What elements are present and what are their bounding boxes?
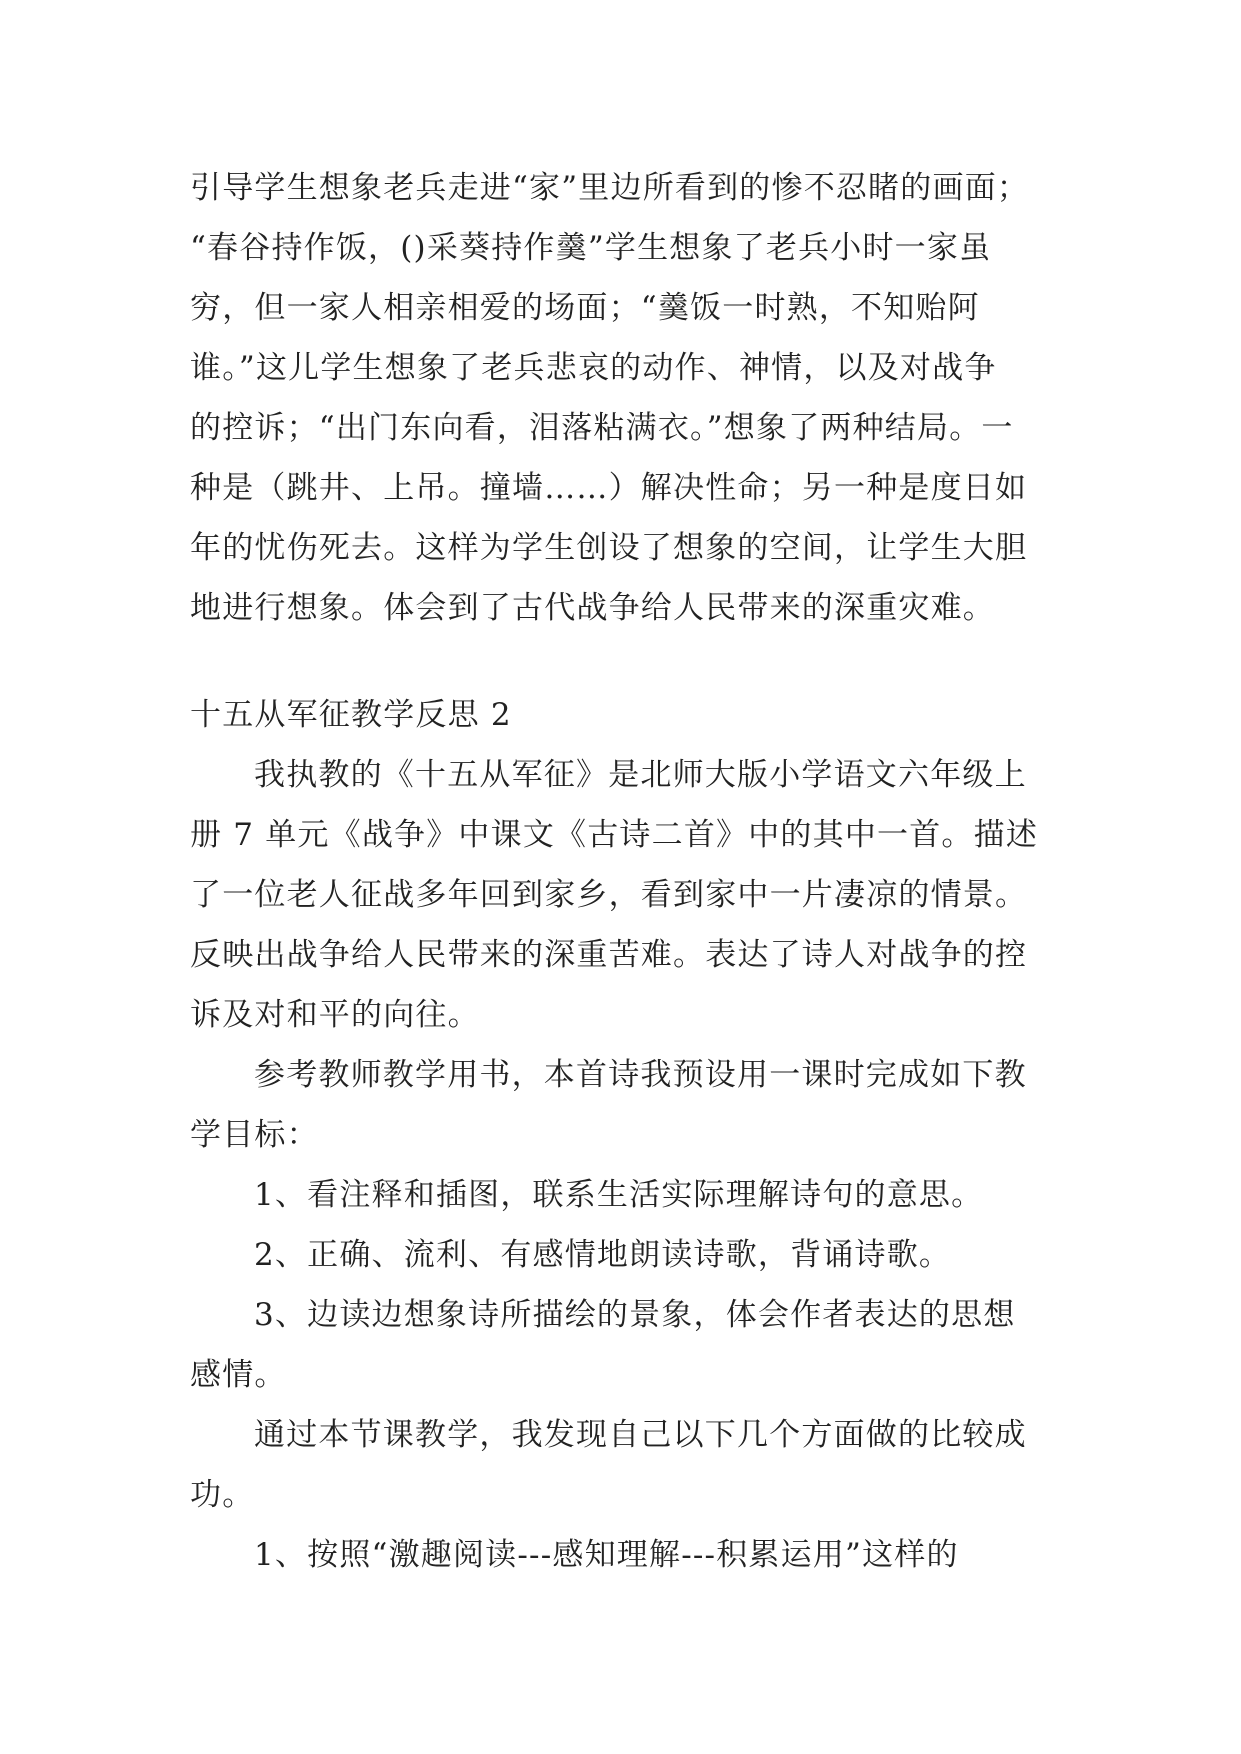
paragraph-continued (190, 158, 1050, 638)
list-item: 2、正确、流利、有感情地朗读诗歌，背诵诗歌。 (254, 1237, 952, 1273)
text-line: “春谷持作饭，()采葵持作羹”学生想象了老兵小时一家虽 (190, 230, 992, 266)
text-line: 谁。”这儿学生想象了老兵悲哀的动作、神情，以及对战争 (190, 350, 997, 386)
text-line: 的控诉；“出门东向看，泪落粘满衣。”想象了两种结局。一 (190, 410, 1014, 446)
text-line: 册 7 单元《战争》中课文《古诗二首》中的其中一首。描述 (190, 817, 1039, 853)
text-line: 学目标： (190, 1117, 319, 1153)
list-item: 3、边读边想象诗所描绘的景象，体会作者表达的思想 (254, 1297, 1016, 1333)
text-line: 功。 (190, 1477, 255, 1513)
text-line: 年的忧伤死去。这样为学生创设了想象的空间，让学生大胆 (190, 530, 1028, 566)
text-line: 通过本节课教学，我发现自己以下几个方面做的比较成 (254, 1417, 1027, 1453)
text-line: 感情。 (190, 1357, 287, 1393)
text-line: 反映出战争给人民带来的深重苦难。表达了诗人对战争的控 (190, 937, 1028, 973)
text-line: 诉及对和平的向往。 (190, 997, 480, 1033)
reflection-body (190, 745, 1050, 1585)
text-line: 引导学生想象老兵走进“家”里边所看到的惨不忍睹的画面； (190, 170, 1030, 206)
text-line: 地进行想象。体会到了古代战争给人民带来的深重灾难。 (190, 590, 995, 626)
text-line: 了一位老人征战多年回到家乡，看到家中一片凄凉的情景。 (190, 877, 1028, 913)
text-line: 参考教师教学用书，本首诗我预设用一课时完成如下教 (254, 1057, 1027, 1093)
text-line: 我执教的《十五从军征》是北师大版小学语文六年级上 (254, 757, 1027, 793)
list-item: 1、按照“激趣阅读---感知理解---积累运用”这样的 (254, 1537, 959, 1573)
list-item: 1、看注释和插图，联系生活实际理解诗句的意思。 (254, 1177, 984, 1213)
text-line: 穷，但一家人相亲相爱的场面；“羹饭一时熟，不知贻阿 (190, 290, 980, 326)
text-line: 种是（跳井、上吊。撞墙……）解决性命；另一种是度日如 (190, 470, 1028, 506)
section-heading: 十五从军征教学反思 2 (190, 697, 512, 733)
